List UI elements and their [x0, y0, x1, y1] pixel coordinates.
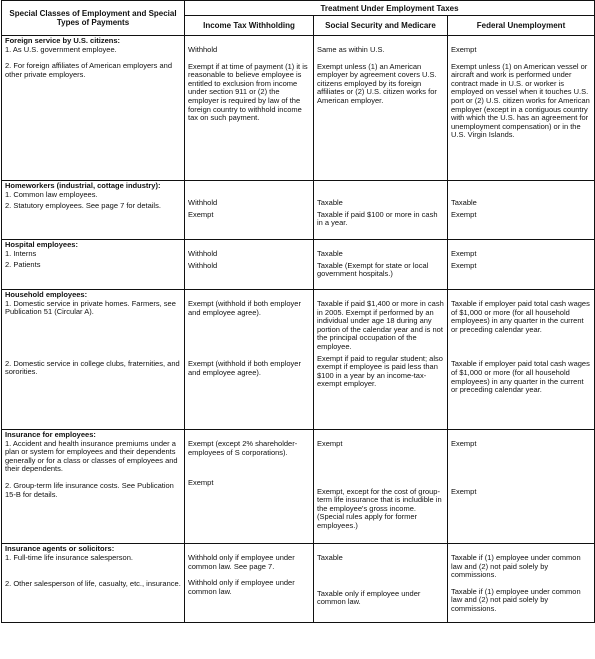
section-label-cell — [2, 36, 185, 181]
row-value: Taxable if employer paid total cash wages of $1,000 or more (for all household employees) in any quarter in the current or preceding calendar year. — [451, 299, 590, 334]
row-value: Exempt unless (1) an American employer by agreement covers U.S. citizens employed by its foreign affiliates or (2) U.S. citizen works for American employer. — [317, 61, 437, 105]
row-value: Withhold — [188, 198, 218, 207]
row-value: Taxable if (1) employee under common law and (2) not paid solely by commissions. — [451, 553, 581, 580]
federal-unemployment-cell — [448, 290, 595, 430]
employment-tax-table — [1, 0, 595, 623]
header-social-security-medicare: Social Security and Medicare — [314, 16, 448, 36]
employment-tax-table-page — [1, 0, 594, 623]
row-value: Taxable only if employee under common law. — [317, 588, 421, 607]
row-label: 1. Interns — [5, 248, 37, 258]
income-tax-cell — [185, 36, 314, 181]
row-value: Exempt if paid to regular student; also exempt if employee is paid less than $100 in a year by an income-tax-exempt employer. — [317, 353, 443, 389]
row-label: 2. Group-term life insurance costs. See Publication 15-B for details. — [5, 480, 174, 499]
section-hospital-employees — [2, 240, 595, 290]
row-value: Exempt (withhold if both employer and employee agree). — [188, 359, 301, 377]
section-foreign-service — [2, 36, 595, 181]
row-value: Taxable — [317, 249, 343, 258]
header-federal-unemployment: Federal Unemployment — [448, 16, 595, 36]
section-label-cell — [2, 181, 185, 240]
section-household-employees — [2, 290, 595, 430]
row-value: Exempt if at time of payment (1) it is reasonable to believe employee is entitled to exclusion from income under section 911 or (2) the employer is required by law of the foreign country to withhold income tax on such payment. — [188, 61, 308, 123]
section-homeworkers — [2, 181, 595, 240]
federal-unemployment-cell — [448, 544, 595, 623]
section-title: Insurance for employees: — [5, 430, 96, 439]
row-value: Exempt — [188, 209, 214, 219]
header-income-tax-withholding: Income Tax Withholding — [185, 16, 314, 36]
income-tax-cell — [185, 240, 314, 290]
section-insurance-agents — [2, 544, 595, 623]
row-value: Taxable — [317, 553, 343, 562]
header-treatment: Treatment Under Employment Taxes — [185, 1, 595, 16]
income-tax-cell — [185, 181, 314, 240]
row-value: Withhold — [188, 260, 218, 270]
row-value: Taxable — [451, 198, 477, 207]
section-insurance-for-employees — [2, 430, 595, 544]
section-label-cell — [2, 290, 185, 430]
row-value: Exempt — [451, 249, 477, 258]
row-value: Exempt — [188, 478, 214, 488]
row-label: 1. Accident and health insurance premiums under a plan or system for employees and their dependents generally or for a class or classes of employees and their dependents. — [5, 438, 178, 474]
row-value: Withhold — [188, 45, 218, 54]
row-value: Taxable if employer paid total cash wages of $1,000 or more (for all household employees) in any quarter in the current or preceding calendar year. — [451, 359, 590, 395]
section-title: Homeworkers (industrial, cottage industry): — [5, 181, 161, 190]
income-tax-cell — [185, 430, 314, 544]
row-value: Exempt — [451, 486, 477, 496]
row-value: Withhold — [188, 249, 218, 258]
row-value: Exempt (except 2% shareholder-employees of S corporations). — [188, 439, 298, 457]
income-tax-cell — [185, 290, 314, 430]
row-value: Taxable if paid $1,400 or more in cash in 2005. Exempt if performed by an individual under age 18 during any portion of the calendar year and is not the principal occupation of the employee. — [317, 299, 444, 351]
section-label-cell — [2, 240, 185, 290]
row-value: Exempt unless (1) on American vessel or aircraft and work is performed under contract made in U.S. or worker is employed on vessel when it touches U.S. port or (2) U.S. citizen works for American employer (except in a contiguous country with which the U.S. has an agreement for unemployment compensation) or in the U.S. Virgin Islands. — [451, 61, 590, 140]
row-label: 2. For foreign affiliates of American employers and other private employers. — [5, 61, 173, 79]
income-tax-cell — [185, 544, 314, 623]
federal-unemployment-cell — [448, 240, 595, 290]
section-title: Hospital employees: — [5, 240, 78, 249]
row-value: Exempt, except for the cost of group-term life insurance that is includible in the employee's gross income. (Special rules apply for former employees.) — [317, 486, 442, 530]
social-security-cell — [314, 36, 448, 181]
social-security-cell — [314, 181, 448, 240]
row-value: Withhold only if employee under common law. See page 7. — [188, 553, 295, 571]
social-security-cell — [314, 290, 448, 430]
social-security-cell — [314, 544, 448, 623]
row-value: Taxable (Exempt for state or local government hospitals.) — [317, 260, 429, 279]
row-label: 2. Patients — [5, 260, 41, 270]
row-value: Exempt — [451, 45, 477, 54]
section-title: Foreign service by U.S. citizens: — [5, 36, 121, 45]
section-title: Household employees: — [5, 290, 88, 299]
row-value: Exempt — [451, 209, 477, 219]
row-value: Taxable if (1) employee under common law and (2) not paid solely by commissions. — [451, 586, 581, 613]
row-label: 2. Statutory employees. See page 7 for details. — [5, 201, 161, 211]
section-label-cell — [2, 430, 185, 544]
social-security-cell — [314, 430, 448, 544]
section-title: Insurance agents or solicitors: — [5, 544, 115, 553]
federal-unemployment-cell — [448, 430, 595, 544]
social-security-cell — [314, 240, 448, 290]
row-value: Exempt — [451, 439, 477, 448]
row-label: 2. Other salesperson of life, casualty, etc., insurance. — [5, 579, 181, 589]
header-special-classes: Special Classes of Employment and Special Types of Payments — [2, 1, 185, 36]
row-label: 1. Common law employees. — [5, 189, 98, 199]
row-label: 1. As U.S. government employee. — [5, 44, 117, 54]
section-label-cell — [2, 544, 185, 623]
row-value: Exempt (withhold if both employer and employee agree). — [188, 299, 301, 317]
row-value: Taxable if paid $100 or more in cash in a year. — [317, 209, 438, 228]
federal-unemployment-cell — [448, 181, 595, 240]
row-value: Taxable — [317, 198, 343, 207]
row-label: 2. Domestic service in college clubs, fraternities, and sororities. — [5, 358, 180, 377]
row-value: Withhold only if employee under common law. — [188, 578, 295, 596]
federal-unemployment-cell — [448, 36, 595, 181]
row-label: 1. Full-time life insurance salesperson. — [5, 552, 133, 562]
row-value: Exempt — [317, 439, 343, 448]
row-value: Exempt — [451, 260, 477, 270]
row-value: Same as within U.S. — [317, 45, 385, 54]
row-label: 1. Domestic service in private homes. Farmers, see Publication 51 (Circular A). — [5, 298, 176, 317]
